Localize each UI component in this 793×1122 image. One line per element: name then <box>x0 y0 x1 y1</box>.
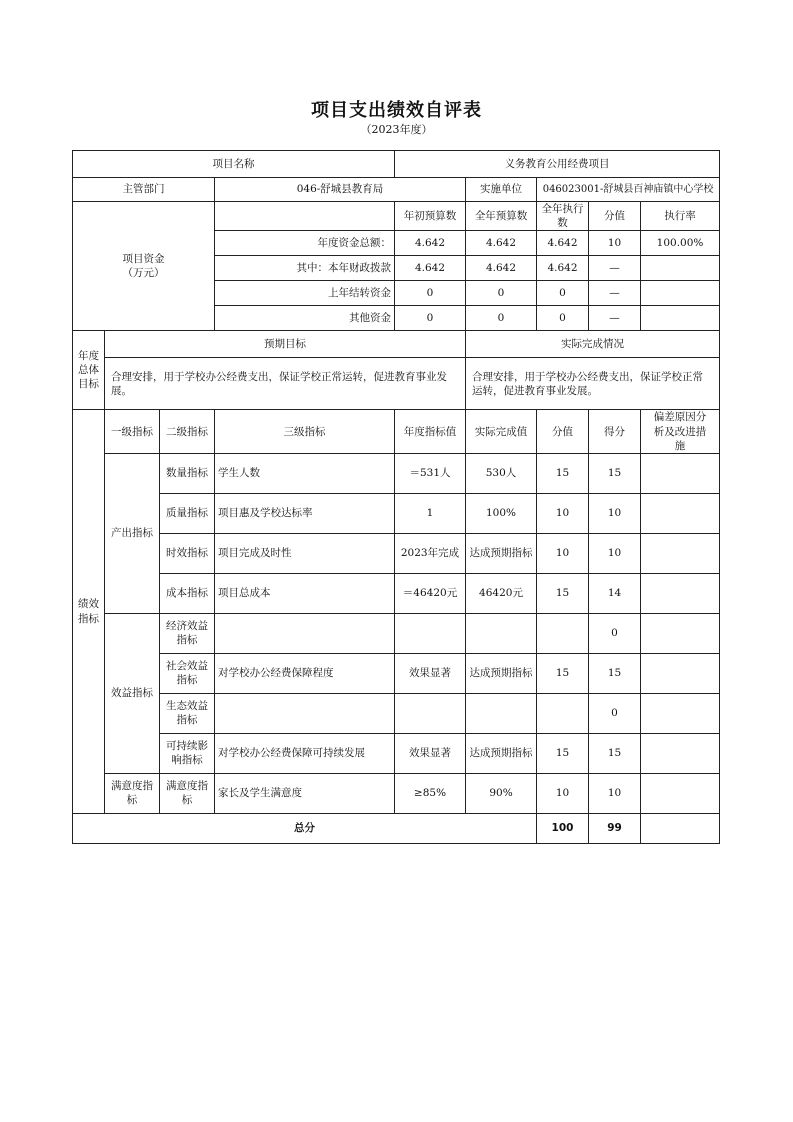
goal-label: 年度 总体 目标 <box>73 331 105 410</box>
perf-l2: 可持续影响指标 <box>160 733 215 773</box>
perf-score: 10 <box>589 773 641 813</box>
department-row <box>73 178 720 202</box>
perf-row <box>73 493 720 533</box>
perf-note <box>641 693 720 733</box>
perf-actual <box>466 613 537 653</box>
fund-cell <box>641 306 720 331</box>
perf-row <box>73 573 720 613</box>
perf-score-val: 15 <box>537 453 589 493</box>
fund-cell: 0 <box>395 306 466 331</box>
perf-note <box>641 573 720 613</box>
perf-note <box>641 733 720 773</box>
goal-expected-text: 合理安排，用于学校办公经费支出，保证学校正常运转，促进教育事业发展。 <box>105 358 466 410</box>
perf-l3: 项目总成本 <box>215 573 395 613</box>
goal-actual-text: 合理安排，用于学校办公经费支出，保证学校正常运转，促进教育事业发展。 <box>466 358 720 410</box>
perf-note <box>641 493 720 533</box>
perf-score: 0 <box>589 613 641 653</box>
perf-header: 实际完成值 <box>466 410 537 454</box>
fund-header: 执行率 <box>641 202 720 231</box>
perf-score: 15 <box>589 653 641 693</box>
perf-target: ≥85% <box>395 773 466 813</box>
perf-l3 <box>215 613 395 653</box>
lvl1-satisfaction: 满意度指标 <box>105 773 160 813</box>
goal-expected-label: 预期目标 <box>105 331 466 358</box>
perf-score: 14 <box>589 573 641 613</box>
perf-score: 10 <box>589 493 641 533</box>
perf-row <box>73 653 720 693</box>
dept-label: 主管部门 <box>73 178 215 202</box>
perf-target: 效果显著 <box>395 653 466 693</box>
perf-row <box>73 773 720 813</box>
perf-target: ＝531人 <box>395 453 466 493</box>
fund-cell: 4.642 <box>537 256 589 281</box>
dept-value: 046-舒城县教育局 <box>215 178 466 202</box>
perf-row <box>73 733 720 773</box>
perf-header: 一级指标 <box>105 410 160 454</box>
perf-note <box>641 453 720 493</box>
fund-cell: 0 <box>466 306 537 331</box>
perf-l2: 满意度指标 <box>160 773 215 813</box>
lvl1-output: 产出指标 <box>105 453 160 613</box>
perf-target <box>395 613 466 653</box>
perf-score-val <box>537 613 589 653</box>
fund-row-label: 上年结转资金 <box>215 281 395 306</box>
goal-header-row <box>73 331 720 358</box>
perf-score: 10 <box>589 533 641 573</box>
project-name-value: 义务教育公用经费项目 <box>395 151 720 178</box>
evaluation-table <box>72 150 720 844</box>
perf-score-val: 15 <box>537 573 589 613</box>
perf-score: 0 <box>589 693 641 733</box>
perf-target: 2023年完成 <box>395 533 466 573</box>
perf-actual: 达成预期指标 <box>466 653 537 693</box>
perf-score: 15 <box>589 453 641 493</box>
perf-score-val: 10 <box>537 773 589 813</box>
fund-cell: — <box>589 306 641 331</box>
perf-actual: 90% <box>466 773 537 813</box>
perf-l3: 项目完成及时性 <box>215 533 395 573</box>
fund-header: 年初预算数 <box>395 202 466 231</box>
perf-l3: 家长及学生满意度 <box>215 773 395 813</box>
perf-row <box>73 693 720 733</box>
perf-header: 三级指标 <box>215 410 395 454</box>
fund-row-label: 其他资金 <box>215 306 395 331</box>
fund-cell <box>641 256 720 281</box>
fund-cell: 100.00% <box>641 231 720 256</box>
fund-cell: 0 <box>466 281 537 306</box>
fund-cell: 0 <box>395 281 466 306</box>
perf-actual: 达成预期指标 <box>466 533 537 573</box>
perf-l2: 社会效益指标 <box>160 653 215 693</box>
goal-actual-label: 实际完成情况 <box>466 331 720 358</box>
perf-header: 偏差原因分析及改进措施 <box>641 410 720 454</box>
total-label: 总分 <box>73 813 537 843</box>
perf-target: 效果显著 <box>395 733 466 773</box>
impl-label: 实施单位 <box>466 178 537 202</box>
perf-l3: 项目惠及学校达标率 <box>215 493 395 533</box>
perf-l3: 对学校办公经费保障程度 <box>215 653 395 693</box>
perf-header-row <box>73 410 720 454</box>
fund-cell: 0 <box>537 306 589 331</box>
fund-cell: — <box>589 281 641 306</box>
fund-header-row <box>73 202 720 231</box>
perf-score: 15 <box>589 733 641 773</box>
project-name-row <box>73 151 720 178</box>
perf-note <box>641 613 720 653</box>
perf-score-val: 15 <box>537 653 589 693</box>
total-score: 99 <box>589 813 641 843</box>
perf-note <box>641 533 720 573</box>
fund-header: 分值 <box>589 202 641 231</box>
fund-cell: 4.642 <box>466 256 537 281</box>
total-row <box>73 813 720 843</box>
perf-header: 二级指标 <box>160 410 215 454</box>
perf-target <box>395 693 466 733</box>
perf-l2: 成本指标 <box>160 573 215 613</box>
perf-row <box>73 533 720 573</box>
fund-row-label: 年度资金总额： <box>215 231 395 256</box>
fund-header: 全年预算数 <box>466 202 537 231</box>
impl-value: 046023001-舒城县百神庙镇中心学校 <box>537 178 720 202</box>
perf-l2: 数量指标 <box>160 453 215 493</box>
fund-cell: 10 <box>589 231 641 256</box>
total-score-val: 100 <box>537 813 589 843</box>
fund-row-label: 其中：本年财政拨款 <box>215 256 395 281</box>
perf-actual <box>466 693 537 733</box>
page-title: 项目支出绩效自评表 <box>311 100 482 121</box>
perf-target: 1 <box>395 493 466 533</box>
perf-header: 得分 <box>589 410 641 454</box>
perf-header: 分值 <box>537 410 589 454</box>
perf-actual: 46420元 <box>466 573 537 613</box>
fund-header-blank <box>215 202 395 231</box>
perf-l2: 质量指标 <box>160 493 215 533</box>
perf-l3: 对学校办公经费保障可持续发展 <box>215 733 395 773</box>
lvl1-benefit: 效益指标 <box>105 613 160 773</box>
fund-cell: 4.642 <box>395 256 466 281</box>
fund-cell: 4.642 <box>537 231 589 256</box>
perf-actual: 100% <box>466 493 537 533</box>
fund-label: 项目资金 （万元） <box>73 202 215 331</box>
perf-actual: 530人 <box>466 453 537 493</box>
goal-content-row <box>73 358 720 410</box>
fund-cell: 0 <box>537 281 589 306</box>
perf-l3: 学生人数 <box>215 453 395 493</box>
fund-cell: 4.642 <box>395 231 466 256</box>
perf-l2: 生态效益指标 <box>160 693 215 733</box>
perf-score-val: 10 <box>537 533 589 573</box>
perf-score-val: 10 <box>537 493 589 533</box>
perf-note <box>641 773 720 813</box>
perf-row <box>73 613 720 653</box>
perf-row <box>73 453 720 493</box>
perf-l2: 时效指标 <box>160 533 215 573</box>
perf-note <box>641 653 720 693</box>
total-note <box>641 813 720 843</box>
fund-cell: 4.642 <box>466 231 537 256</box>
perf-header: 年度指标值 <box>395 410 466 454</box>
perf-l3 <box>215 693 395 733</box>
perf-label: 绩效 指标 <box>73 410 105 814</box>
perf-actual: 达成预期指标 <box>466 733 537 773</box>
perf-score-val: 15 <box>537 733 589 773</box>
perf-score-val <box>537 693 589 733</box>
fund-header: 全年执行数 <box>537 202 589 231</box>
project-name-label: 项目名称 <box>73 151 395 178</box>
fund-cell: — <box>589 256 641 281</box>
perf-l2: 经济效益指标 <box>160 613 215 653</box>
page-subtitle: （2023年度） <box>360 123 433 136</box>
perf-target: ＝46420元 <box>395 573 466 613</box>
fund-cell <box>641 281 720 306</box>
